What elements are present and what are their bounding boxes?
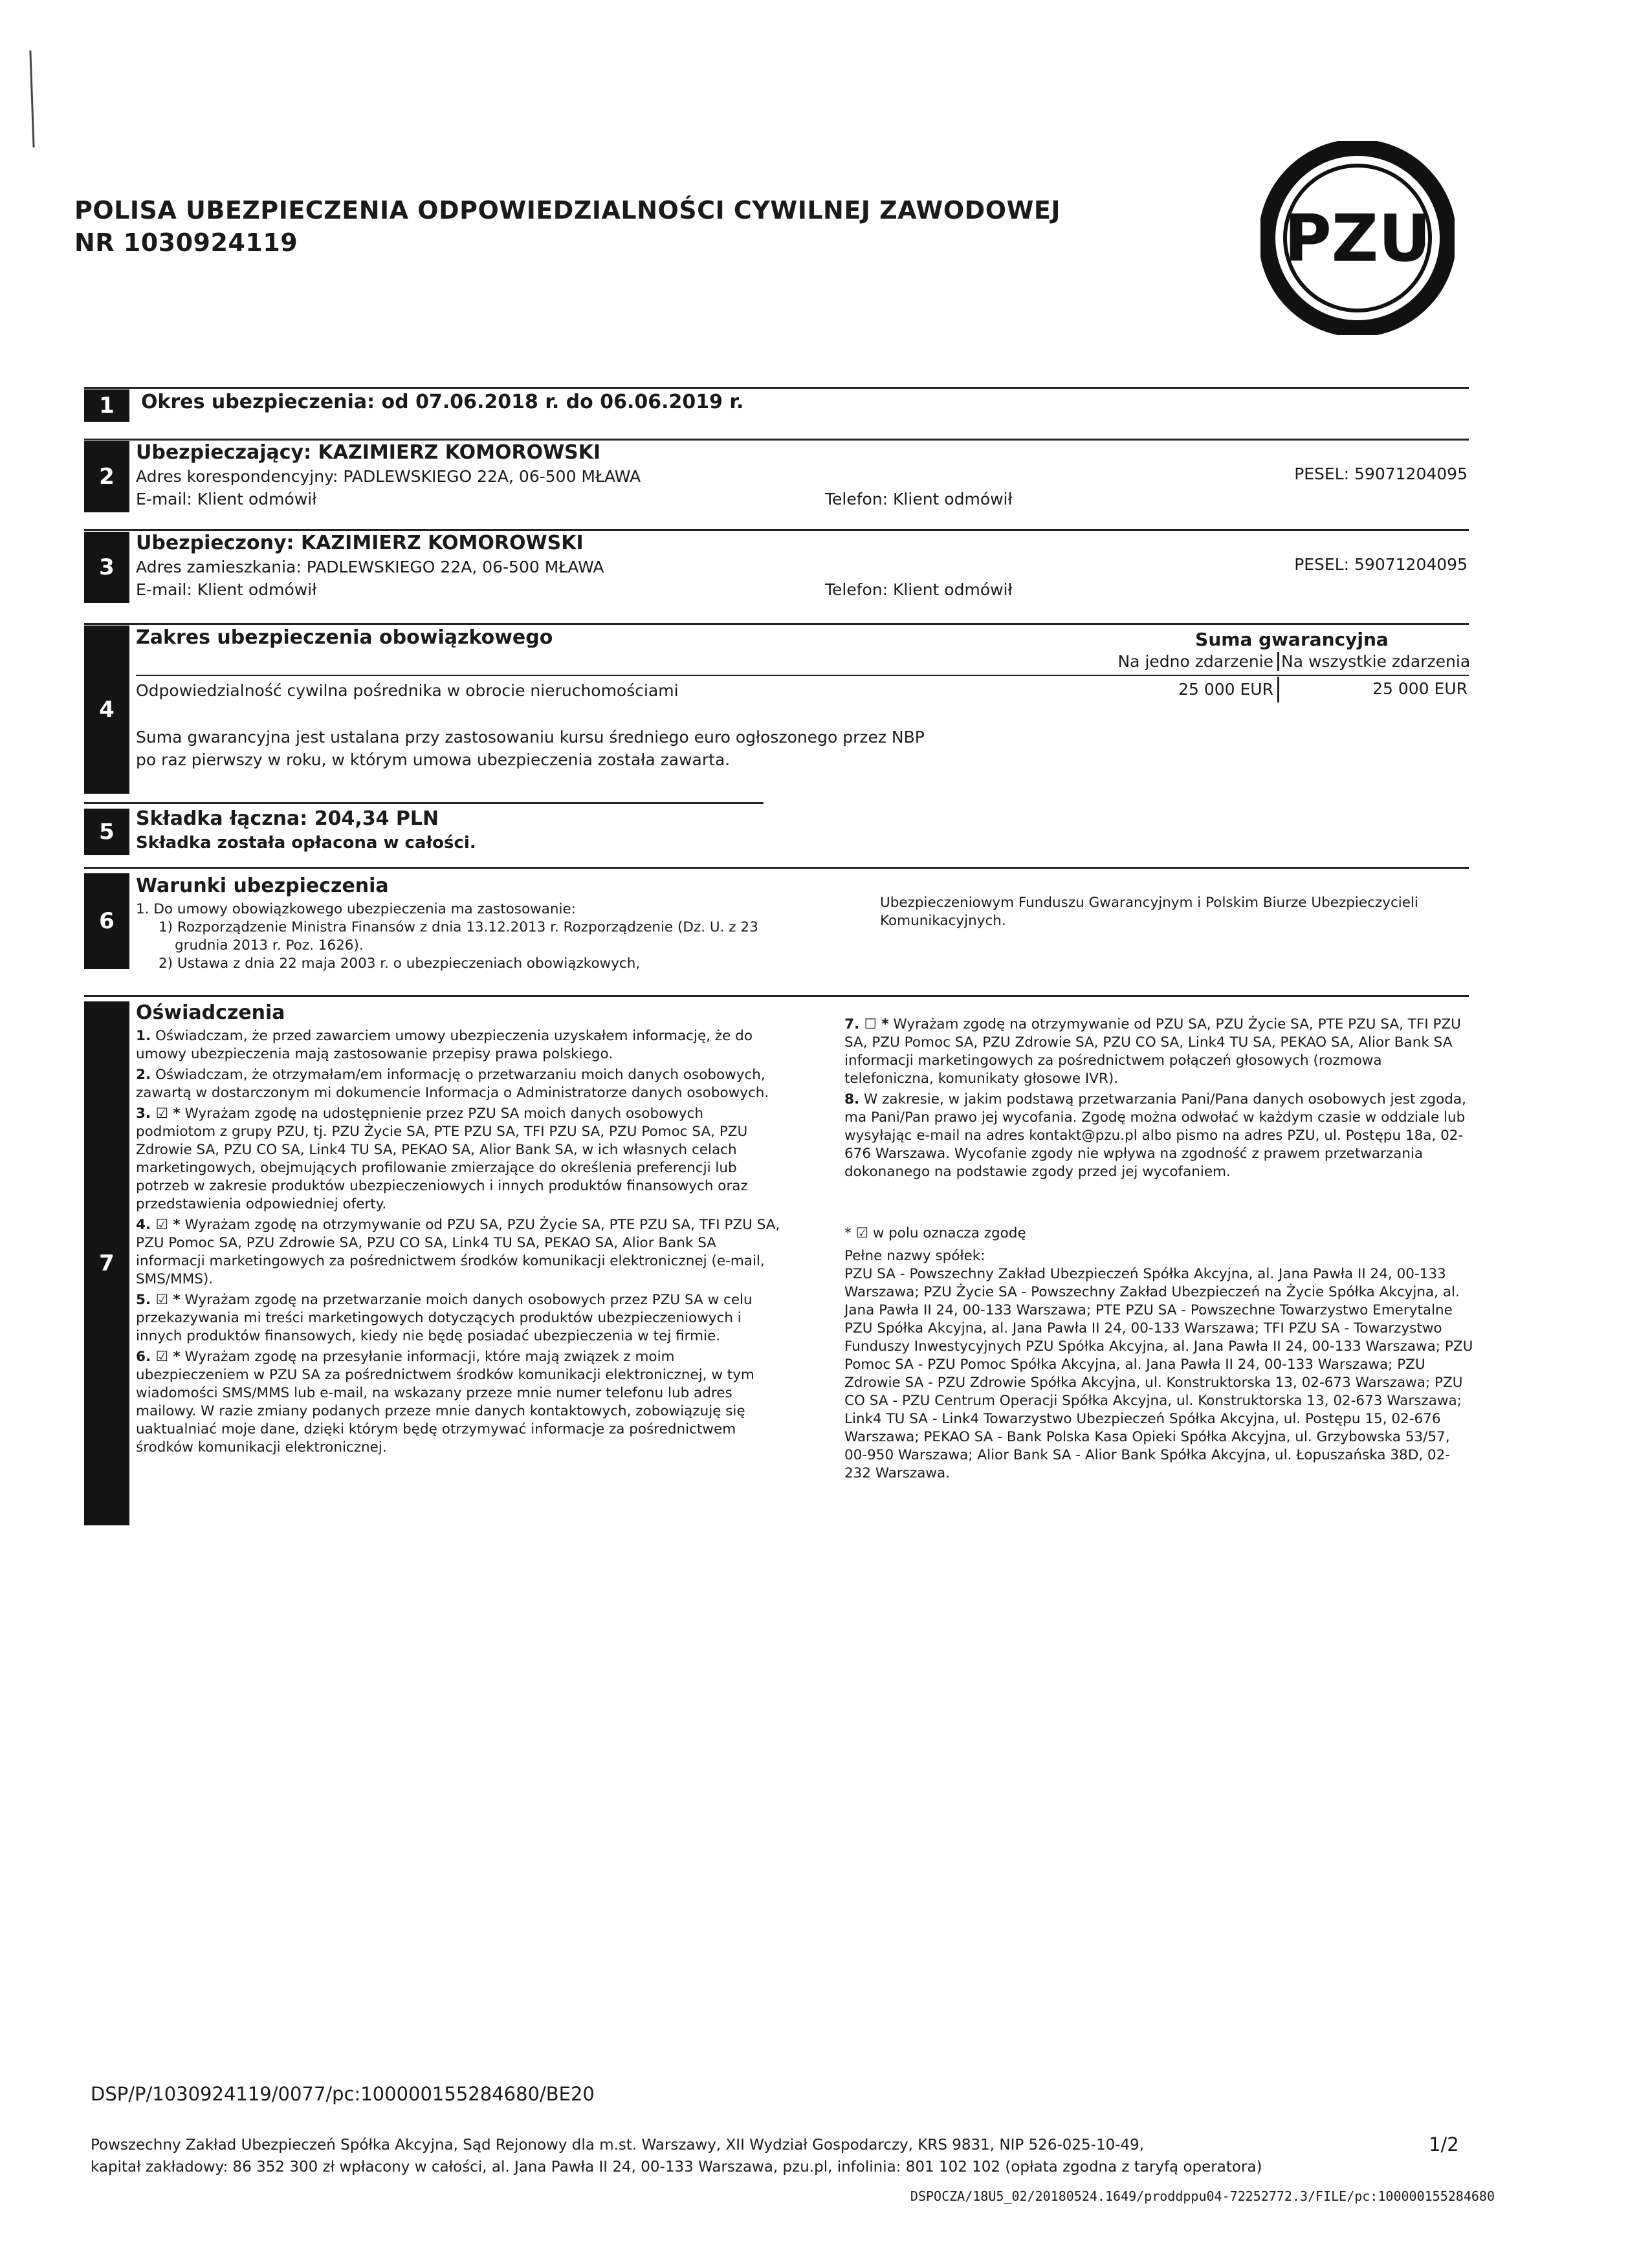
- declaration-6: [136, 1348, 783, 1457]
- conditions-line-2: 1) Rozporządzenie Ministra Finansów z dnia 13.12.2013 r. Rozporządzenie (Dz. U. z 23: [159, 919, 758, 935]
- col-per-event: Na jedno zdarzenie: [1100, 652, 1279, 671]
- rule-s4-inner: [136, 675, 1469, 676]
- declaration-5-text: Wyrażam zgodę na przetwarzanie moich danych osobowych przez PZU SA w celu przekazywania mi treści marketingowych dotyczących produktów ubezpieczeniowych i innych produktów finansowych, kiedy nie będę posiadać ubezpieczenia w tej firmie.: [136, 1292, 753, 1344]
- conditions-line-1: 1. Do umowy obowiązkowego ubezpieczenia ma zastosowanie:: [136, 901, 576, 917]
- coverage-item: Odpowiedzialność cywilna pośrednika w obrocie nieruchomościami: [136, 681, 679, 700]
- pen-mark: [29, 50, 34, 147]
- insured-phone: Telefon: Klient odmówił: [825, 580, 1013, 599]
- policyholder-phone: Telefon: Klient odmówił: [825, 490, 1013, 508]
- rule-s5: [84, 802, 764, 804]
- rule-s1: [84, 387, 1469, 389]
- rule-s7: [84, 995, 1469, 997]
- declaration-1-text: Oświadczam, że przed zawarciem umowy ubezpieczenia uzyskałem informację, że do umowy ubezpieczenia mają zastosowanie przepisy prawa polskiego.: [136, 1028, 753, 1062]
- print-code: DSPOCZA/18U5_02/20180524.1649/proddppu04-72252772.3/FILE/pc:100000155284680: [910, 2188, 1495, 2204]
- declaration-6-text: Wyrażam zgodę na przesyłanie informacji, które mają związek z moim ubezpieczeniem w PZU SA za pośrednictwem środków komunikacji elektronicznej, w tym wiadomości SMS/MMS lub e-mail, na wskazany przeze mnie numer telefonu lub adres mailowy. W razie zmiany podanych przeze mnie danych kontaktowych, zobowiązuję się uaktualniać moje dane, dzięki którym będę otrzymywać informacje za pośrednictwem środków komunikacji elektronicznej.: [136, 1349, 754, 1456]
- section-number-3: 3: [84, 532, 129, 603]
- declaration-3-text: Wyrażam zgodę na udostępnienie przez PZU SA moich danych osobowych podmiotom z grupy PZU, tj. PZU Życie SA, PTE PZU SA, TFI PZU SA, PZU Pomoc SA, PZU Zdrowie SA, PZU CO SA, Link4 TU SA, PEKAO SA, Alior Bank SA, w ich własnych celach marketingowych, obejmujących profilowanie zmierzające do określenia preferencji lub potrzeb w zakresie produktów ubezpieczeniowych i innych produktów finansowych oraz przedstawienia odpowiedniej oferty.: [136, 1106, 748, 1212]
- section-number-7: 7: [84, 1001, 129, 1525]
- rule-s4: [84, 623, 1469, 625]
- company-info-line-2: kapitał zakładowy: 86 352 300 zł wpłacony w całości, al. Jana Pawła II 24, 00-133 Warszawa, pzu.pl, infolinia: 801 102 102 (opłata zgodna z taryfą operatora): [91, 2159, 1262, 2175]
- mandatory-scope-heading: Zakres ubezpieczenia obowiązkowego: [136, 626, 553, 649]
- insurance-period: Okres ubezpieczenia: od 07.06.2018 r. do 06.06.2019 r.: [141, 391, 744, 413]
- declaration-2: [136, 1066, 783, 1102]
- declaration-8-marker: 8.: [844, 1091, 860, 1107]
- declaration-7: [844, 1016, 1475, 1088]
- declaration-3: [136, 1105, 783, 1214]
- section-number-6: 6: [84, 873, 129, 969]
- rule-s2: [84, 439, 1469, 441]
- policyholder-pesel: PESEL: 59071204095: [1294, 464, 1468, 483]
- declaration-4-marker: 4. ☑ *: [136, 1217, 181, 1233]
- value-all-events: 25 000 EUR: [1372, 679, 1468, 698]
- declaration-8: [844, 1091, 1475, 1181]
- value-per-event: 25 000 EUR: [1100, 677, 1279, 703]
- declaration-6-marker: 6. ☑ *: [136, 1349, 181, 1365]
- sum-insured-heading: Suma gwarancyjna: [1195, 629, 1389, 650]
- consent-legend: * ☑ w polu oznacza zgodę: [844, 1225, 1026, 1241]
- declaration-2-text: Oświadczam, że otrzymałam/em informację o przetwarzaniu moich danych osobowych, zawartą w dostarczonym mi dokumencie Informacja o Administratorze danych osobowych.: [136, 1067, 769, 1101]
- insured-pesel: PESEL: 59071204095: [1294, 555, 1468, 574]
- premium-paid: Składka została opłacona w całości.: [136, 833, 476, 853]
- rule-s3: [84, 529, 1469, 531]
- declaration-5-marker: 5. ☑ *: [136, 1292, 181, 1308]
- policy-title: [74, 194, 1061, 259]
- section-number-2: 2: [84, 441, 129, 512]
- title-line-1: POLISA UBEZPIECZENIA ODPOWIEDZIALNOŚCI CYWILNEJ ZAWODOWEJ: [74, 196, 1061, 224]
- total-premium: Składka łączna: 204,34 PLN: [136, 807, 439, 830]
- conditions-right-1: Ubezpieczeniowym Funduszu Gwarancyjnym i Polskim Biurze Ubezpieczycieli: [880, 895, 1418, 911]
- policyholder-email: E-mail: Klient odmówił: [136, 490, 317, 508]
- declaration-7-text: Wyrażam zgodę na otrzymywanie od PZU SA, PZU Życie SA, PTE PZU SA, TFI PZU SA, PZU Pomoc SA, PZU Zdrowie SA, PZU CO SA, Link4 TU SA, PEKAO SA, Alior Bank SA informacji marketingowych za pośrednictwem połączeń głosowych (rozmowa telefoniczna, komunikaty głosowe IVR).: [844, 1016, 1461, 1087]
- declarations-left: [136, 1027, 783, 1459]
- document-code: DSP/P/1030924119/0077/pc:100000155284680/BE20: [91, 2083, 595, 2105]
- col-all-events: Na wszystkie zdarzenia: [1281, 652, 1471, 671]
- section-number-1: 1: [84, 389, 129, 422]
- declaration-4-text: Wyrażam zgodę na otrzymywanie od PZU SA, PZU Życie SA, PTE PZU SA, TFI PZU SA, PZU Pomoc SA, PZU Zdrowie SA, PZU CO SA, Link4 TU SA, PEKAO SA, Alior Bank SA informacji marketingowych za pośrednictwem środków komunikacji elektronicznej (e-mail, SMS/MMS).: [136, 1217, 780, 1287]
- insured-email: E-mail: Klient odmówił: [136, 580, 317, 599]
- conditions-right-2: Komunikacyjnych.: [880, 913, 1006, 929]
- declarations-right: [844, 1016, 1475, 1184]
- conditions-heading: Warunki ubezpieczenia: [136, 875, 389, 897]
- declaration-1: [136, 1027, 783, 1063]
- conditions-line-3: grudnia 2013 r. Poz. 1626).: [175, 937, 364, 954]
- declaration-2-marker: 2.: [136, 1067, 151, 1083]
- pzu-logo: [1260, 141, 1455, 335]
- insured-name: Ubezpieczony: KAZIMIERZ KOMOROWSKI: [136, 532, 584, 554]
- declaration-5: [136, 1291, 783, 1346]
- full-names-label: Pełne nazwy spółek:: [844, 1248, 985, 1264]
- declaration-4: [136, 1216, 783, 1289]
- declaration-3-marker: 3. ☑ *: [136, 1106, 181, 1122]
- rule-s6: [84, 867, 1469, 869]
- policyholder-address: Adres korespondencyjny: PADLEWSKIEGO 22A, 06-500 MŁAWA: [136, 467, 641, 486]
- declarations-heading: Oświadczenia: [136, 1001, 285, 1024]
- declaration-1-marker: 1.: [136, 1028, 151, 1044]
- company-info-line-1: Powszechny Zakład Ubezpieczeń Spółka Akcyjna, Sąd Rejonowy dla m.st. Warszawy, XII Wydział Gospodarczy, KRS 9831, NIP 526-025-10-49,: [91, 2137, 1145, 2154]
- sum-note-line-2: po raz pierwszy w roku, w którym umowa ubezpieczenia została zawarta.: [136, 750, 731, 769]
- section-number-4: 4: [84, 626, 129, 794]
- declaration-8-text: W zakresie, w jakim podstawą przetwarzania Pani/Pana danych osobowych jest zgoda, ma Pani/Pan prawo jej wycofania. Zgodę można odwołać w każdym czasie w oddziale lub wysyłając e-mail na adres kontakt@pzu.pl albo pismo na adres PZU, ul. Postępu 18a, 02-676 Warszawa. Wycofanie zgody nie wpływa na zgodność z prawem przetwarzania dokonanego na podstawie zgody przed jej wycofaniem.: [844, 1091, 1466, 1180]
- logo-text: PZU: [1284, 201, 1431, 276]
- insured-address: Adres zamieszkania: PADLEWSKIEGO 22A, 06-500 MŁAWA: [136, 558, 604, 576]
- declaration-7-marker: 7. ☐ *: [844, 1016, 889, 1032]
- section-number-5: 5: [84, 809, 129, 855]
- policyholder-name: Ubezpieczający: KAZIMIERZ KOMOROWSKI: [136, 441, 601, 464]
- full-names-text: PZU SA - Powszechny Zakład Ubezpieczeń Spółka Akcyjna, al. Jana Pawła II 24, 00-133 Warszawa; PZU Życie SA - Powszechny Zakład Ubezpieczeń na Życie Spółka Akcyjna, al. Jana Pawła II 24, 00-133 Warszawa; PTE PZU SA - Powszechne Towarzystwo Emerytalne PZU Spółka Akcyjna, al. Jana Pawła II 24, 00-133 Warszawa; TFI PZU SA - Towarzystwo Funduszy Inwestycyjnych PZU Spółka Akcyjna, al. Jana Pawła II 24, 00-133 Warszawa; PZU Pomoc SA - PZU Pomoc Spółka Akcyjna, al. Jana Pawła II 24, 00-133 Warszawa; PZU Zdrowie SA - PZU Zdrowie Spółka Akcyjna, ul. Konstruktorska 13, 02-673 Warszawa; PZU CO SA - PZU Centrum Operacji Spółka Akcyjna, ul. Konstruktorska 13, 02-673 Warszawa; Link4 TU SA - Link4 Towarzystwo Ubezpieczeń Spółka Akcyjna, ul. Postępu 15, 02-676 Warszawa; PEKAO SA - Bank Polska Kasa Opieki Spółka Akcyjna, ul. Grzybowska 53/57, 00-950 Warszawa; Alior Bank SA - Alior Bank Spółka Akcyjna, ul. Łopuszańska 38D, 02-232 Warszawa.: [844, 1266, 1473, 1481]
- page-number: 1/2: [1429, 2133, 1459, 2155]
- sum-note-line-1: Suma gwarancyjna jest ustalana przy zastosowaniu kursu średniego euro ogłoszonego przez NBP: [136, 728, 925, 747]
- conditions-line-4: 2) Ustawa z dnia 22 maja 2003 r. o ubezpieczeniach obowiązkowych,: [159, 955, 641, 972]
- policy-number: NR 1030924119: [74, 228, 298, 257]
